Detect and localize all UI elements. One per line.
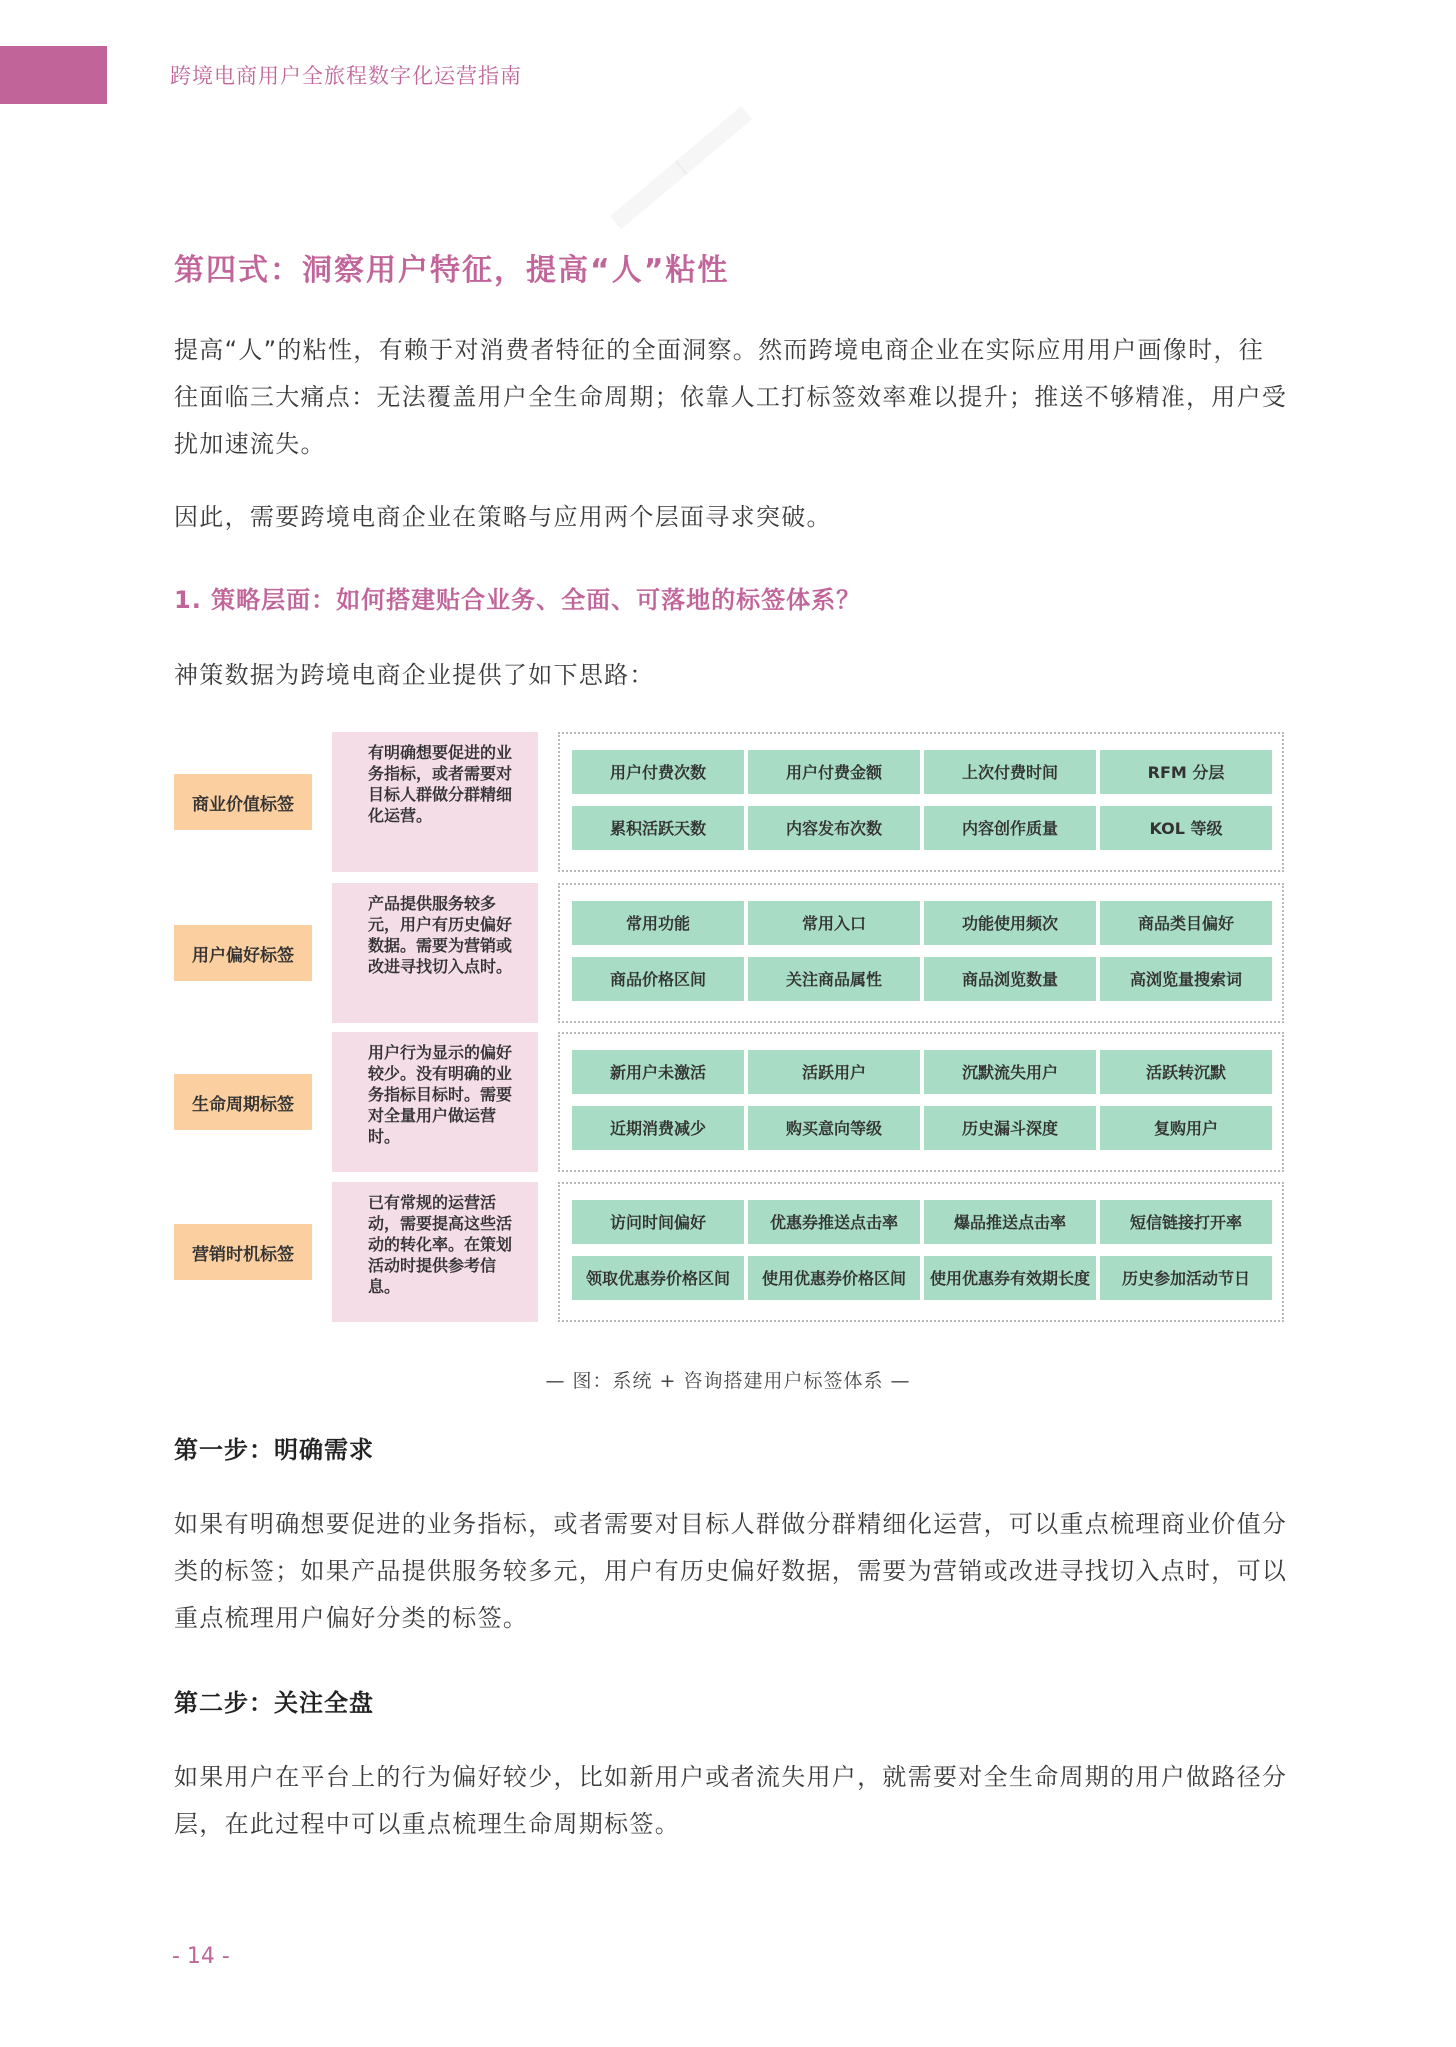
tag-group (558, 1032, 1284, 1172)
step-two-body: 如果用户在平台上的行为偏好较少，比如新用户或者流失用户，就需要对全生命周期的用户做路径分层，在此过程中可以重点梳理生命周期标签。 (174, 1763, 1288, 1838)
diagram-row-business-value (174, 732, 1284, 872)
header-accent-bar (0, 46, 107, 104)
tag: 商品价格区间 (572, 957, 744, 1001)
tag: 活跃用户 (748, 1050, 920, 1094)
category-description: 有明确想要促进的业务指标，或者需要对目标人群做分群精细化运营。 (332, 732, 538, 872)
watermark (539, 21, 751, 228)
tag: 爆品推送点击率 (924, 1200, 1096, 1244)
figure-caption: — 图：系统 + 咨询搭建用户标签体系 — (545, 1370, 911, 1392)
tag: 使用优惠券价格区间 (748, 1256, 920, 1300)
tag-group (558, 1182, 1284, 1322)
tag: 功能使用频次 (924, 901, 1096, 945)
tag-group (558, 883, 1284, 1023)
tag: 内容发布次数 (748, 806, 920, 850)
tag: RFM 分层 (1100, 750, 1272, 794)
tag: 历史参加活动节日 (1100, 1256, 1272, 1300)
tag: 使用优惠券有效期长度 (924, 1256, 1096, 1300)
category-description: 已有常规的运营活动，需要提高这些活动的转化率。在策划活动时提供参考信息。 (332, 1182, 538, 1322)
category-label: 用户偏好标签 (174, 925, 312, 981)
diagram-row-marketing-timing (174, 1182, 1284, 1322)
tag: 短信链接打开率 (1100, 1200, 1272, 1244)
step-one-title: 第一步：明确需求 (174, 1436, 374, 1464)
diagram-row-user-preference (174, 883, 1284, 1023)
step-one-body: 如果有明确想要促进的业务指标，或者需要对目标人群做分群精细化运营，可以重点梳理商业价值分类的标签；如果产品提供服务较多元，用户有历史偏好数据，需要为营销或改进寻找切入点时，可以重点梳理用户偏好分类的标签。 (174, 1510, 1288, 1632)
tag: 领取优惠券价格区间 (572, 1256, 744, 1300)
section-title: 第四式：洞察用户特征，提高“人”粘性 (174, 253, 730, 288)
tag: 常用入口 (748, 901, 920, 945)
tag: 关注商品属性 (748, 957, 920, 1001)
lead-paragraph: 神策数据为跨境电商企业提供了如下思路： (174, 661, 655, 689)
tag: 购买意向等级 (748, 1106, 920, 1150)
tag: 沉默流失用户 (924, 1050, 1096, 1094)
tag: 复购用户 (1100, 1106, 1272, 1150)
tag: 历史漏斗深度 (924, 1106, 1096, 1150)
tag-system-diagram (174, 732, 1284, 1322)
tag: 内容创作质量 (924, 806, 1096, 850)
category-label: 生命周期标签 (174, 1074, 312, 1130)
category-label: 商业价值标签 (174, 774, 312, 830)
tag: 近期消费减少 (572, 1106, 744, 1150)
category-description: 产品提供服务较多元，用户有历史偏好数据。需要为营销或改进寻找切入点时。 (332, 883, 538, 1023)
tag: 优惠券推送点击率 (748, 1200, 920, 1244)
tag: 商品浏览数量 (924, 957, 1096, 1001)
page-number: - 14 - (172, 1944, 230, 1969)
tag: 用户付费金额 (748, 750, 920, 794)
intro-paragraph: 提高“人”的粘性，有赖于对消费者特征的全面洞察。然而跨境电商企业在实际应用用户画像时，往往面临三大痛点：无法覆盖用户全生命周期；依靠人工打标签效率难以提升；推送不够精准，用户受扰加速流失。 (174, 336, 1288, 458)
document-title: 跨境电商用户全旅程数字化运营指南 (170, 64, 522, 88)
step-two-title: 第二步：关注全盘 (174, 1689, 374, 1717)
tag-group (558, 732, 1284, 872)
tag: 新用户未激活 (572, 1050, 744, 1094)
therefore-paragraph: 因此，需要跨境电商企业在策略与应用两个层面寻求突破。 (174, 503, 832, 531)
tag: 常用功能 (572, 901, 744, 945)
diagram-row-lifecycle (174, 1032, 1284, 1172)
tag: 访问时间偏好 (572, 1200, 744, 1244)
tag: 商品类目偏好 (1100, 901, 1272, 945)
tag: KOL 等级 (1100, 806, 1272, 850)
category-label: 营销时机标签 (174, 1224, 312, 1280)
tag: 高浏览量搜索词 (1100, 957, 1272, 1001)
strategy-subtitle: 1. 策略层面：如何搭建贴合业务、全面、可落地的标签体系？ (174, 586, 862, 614)
tag: 上次付费时间 (924, 750, 1096, 794)
tag: 活跃转沉默 (1100, 1050, 1272, 1094)
category-description: 用户行为显示的偏好较少。没有明确的业务指标目标时。需要对全量用户做运营时。 (332, 1032, 538, 1172)
tag: 用户付费次数 (572, 750, 744, 794)
tag: 累积活跃天数 (572, 806, 744, 850)
